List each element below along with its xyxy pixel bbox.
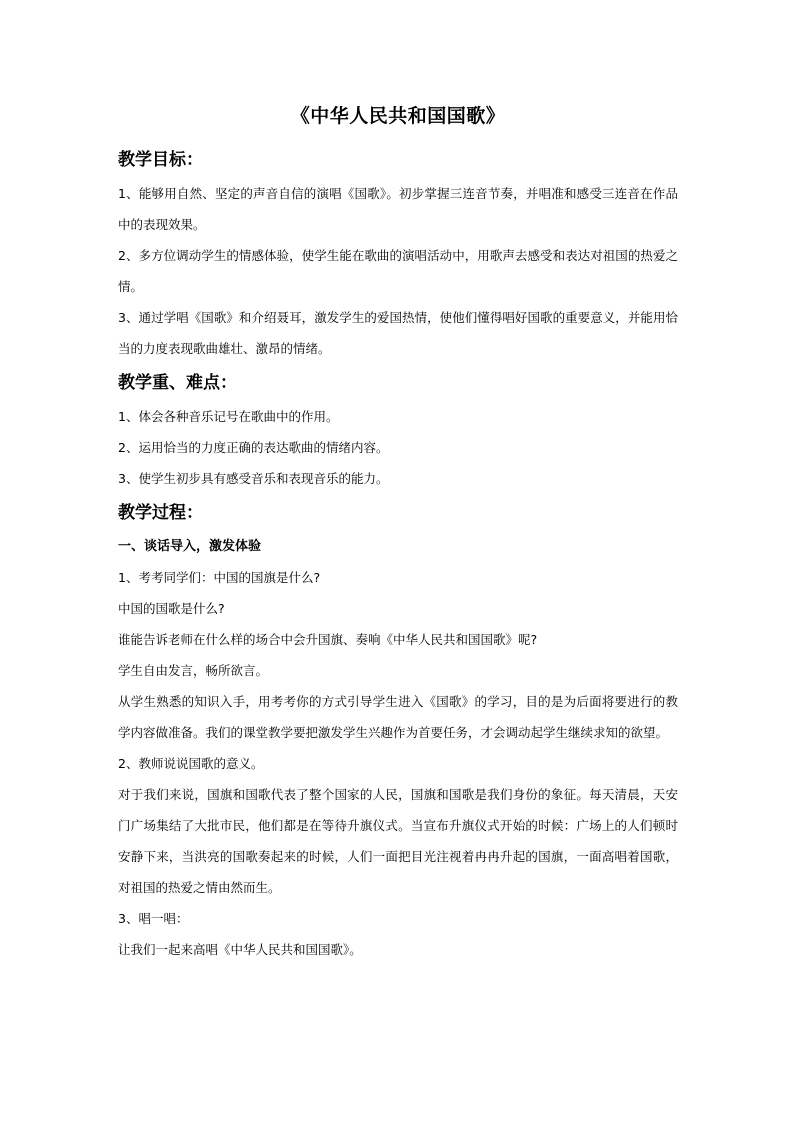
- document-body: [118, 100, 678, 965]
- goal-item-2: 2、多方位调动学生的情感体验，使学生能在歌曲的演唱活动中，用歌声去感受和表达对祖国的热爱之情。: [118, 248, 678, 294]
- process-paragraph-6: 2、教师说说国歌的意义。: [118, 756, 264, 771]
- key-point-item-3: 3、使学生初步具有感受音乐和表现音乐的能力。: [118, 471, 389, 486]
- process-paragraph-5: 从学生熟悉的知识入手，用考考你的方式引导学生进入《国歌》的学习，目的是为后面将要进行的教学内容做准备。我们的课堂教学要把激发学生兴趣作为首要任务，才会调动起学生继续求知的欲望。: [118, 694, 678, 740]
- section-heading-goals: 教学目标：: [118, 150, 203, 170]
- process-paragraph-3: 谁能告诉老师在什么样的场合中会升国旗、奏响《中华人民共和国国歌》呢?: [118, 632, 538, 647]
- process-paragraph-4: 学生自由发言，畅所欲言。: [118, 663, 269, 678]
- goal-item-3: 3、通过学唱《国歌》和介绍聂耳，激发学生的爱国热情，使他们懂得唱好国歌的重要意义，并能用恰当的力度表现歌曲雄壮、激昂的情绪。: [118, 310, 678, 356]
- section-heading-key-points: 教学重、难点：: [118, 373, 237, 393]
- process-paragraph-7: 对于我们来说，国旗和国歌代表了整个国家的人民，国旗和国歌是我们身份的象征。每天清晨，天安门广场集结了大批市民，他们都是在等待升旗仪式。当宣布升旗仪式开始的时候：广场上的人们顿时安静下来，当洪亮的国歌奏起来的时候，人们一面把目光注视着冉冉升起的国旗，一面高唱着国歌，对祖国的热爱之情由然而生。: [118, 787, 678, 895]
- goal-item-1: 1、能够用自然、坚定的声音自信的演唱《国歌》。初步掌握三连音节奏，并唱准和感受三连音在作品中的表现效果。: [118, 186, 678, 232]
- document-title: 《中华人民共和国国歌》: [290, 105, 506, 127]
- process-paragraph-2: 中国的国歌是什么?: [118, 601, 225, 616]
- process-paragraph-1: 1、考考同学们：中国的国旗是什么?: [118, 570, 321, 585]
- key-point-item-1: 1、体会各种音乐记号在歌曲中的作用。: [118, 409, 339, 424]
- key-point-item-2: 2、运用恰当的力度正确的表达歌曲的情绪内容。: [118, 440, 389, 455]
- process-paragraph-8: 3、唱一唱：: [118, 911, 189, 926]
- section-heading-process: 教学过程：: [118, 503, 203, 523]
- process-subheading: 一、谈话导入，激发体验: [118, 539, 262, 554]
- process-paragraph-9: 让我们一起来高唱《中华人民共和国国歌》。: [118, 942, 362, 957]
